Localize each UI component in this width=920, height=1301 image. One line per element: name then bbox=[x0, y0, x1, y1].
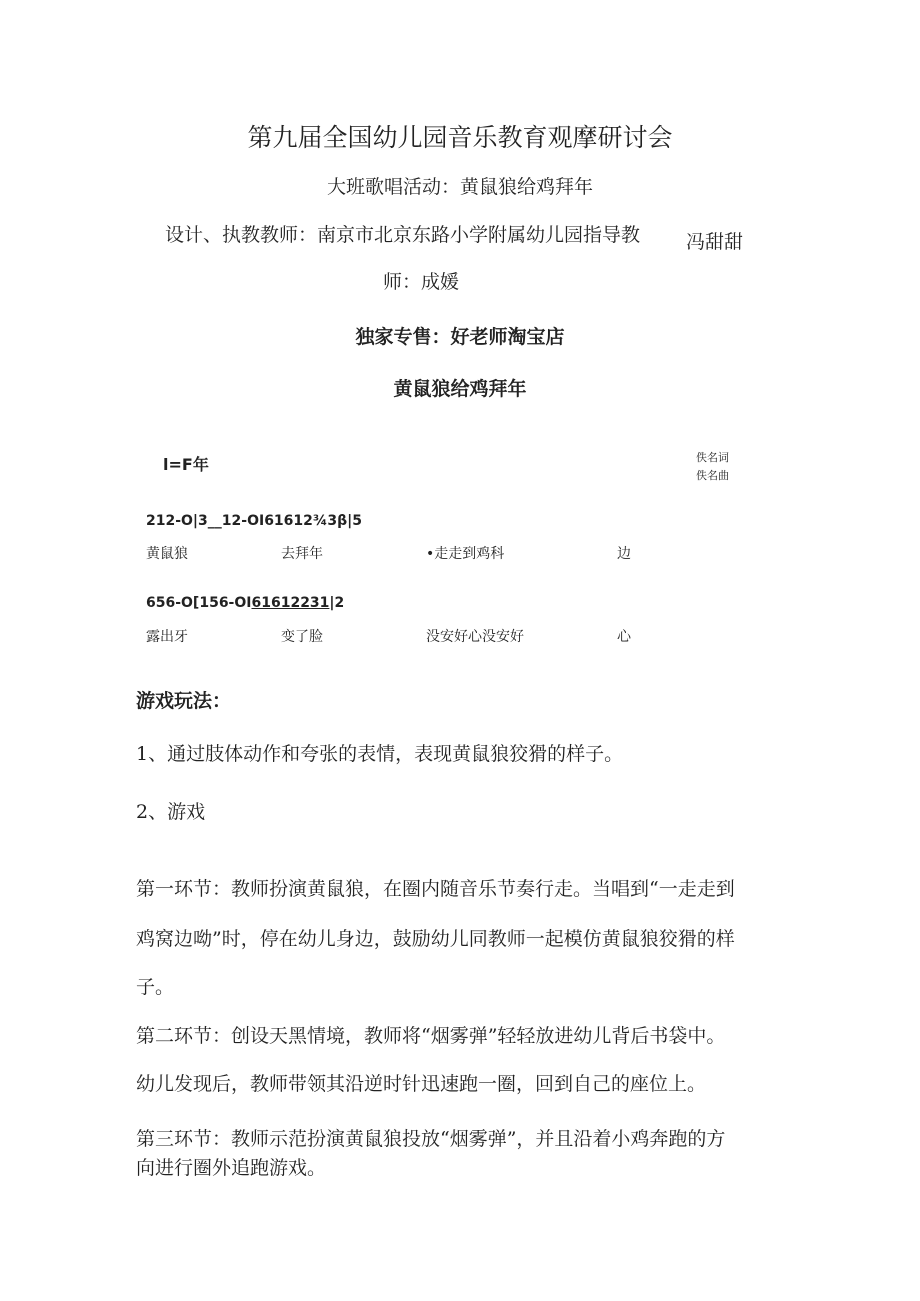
section-1-line-3: 子。 bbox=[136, 976, 175, 998]
section-1-line-1: 第一环节：教师扮演黄鼠狼，在圈内随音乐节奏行走。当唱到“一走走到 bbox=[136, 878, 735, 900]
notation-2-c: |2 bbox=[329, 595, 345, 611]
page-title: 第九届全国幼儿园音乐教育观摩研讨会 bbox=[247, 123, 673, 152]
lyric-1-b: 去拜年 bbox=[281, 546, 323, 562]
instructor-line: 师：成媛 bbox=[383, 271, 460, 293]
song-title: 黄鼠狼给鸡拜年 bbox=[393, 378, 527, 400]
lyric-1-a: 黄鼠狼 bbox=[146, 546, 188, 562]
game-item-1: 1、通过肢体动作和夸张的表情，表现黄鼠狼狡猾的样子。 bbox=[136, 743, 624, 765]
song-credits bbox=[696, 449, 729, 485]
lyric-2-c: 没安好心没安好 bbox=[426, 629, 524, 645]
designer-line: 设计、执教教师：南京市北京东路小学附属幼儿园指导教 bbox=[165, 224, 641, 246]
notation-line-2 bbox=[146, 595, 344, 611]
notation-2-a: 656-O[156-OI bbox=[146, 595, 252, 611]
section-3-line-1: 第三环节：教师示范扮演黄鼠狼投放“烟雾弹”，并且沿着小鸡奔跑的方 bbox=[136, 1128, 726, 1150]
song-key: l=F年 bbox=[163, 455, 209, 474]
designer-name: 冯甜甜 bbox=[686, 231, 744, 253]
game-item-2: 2、游戏 bbox=[136, 801, 206, 823]
lyric-1-c: •走走到鸡科 bbox=[426, 546, 505, 562]
lyric-1-d: 边 bbox=[617, 546, 631, 562]
section-2-line-1: 第二环节：创设天黑情境，教师将“烟雾弹”轻轻放进幼儿背后书袋中。 bbox=[136, 1025, 726, 1047]
exclusive-notice: 独家专售：好老师淘宝店 bbox=[355, 326, 565, 348]
activity-subtitle: 大班歌唱活动：黄鼠狼给鸡拜年 bbox=[326, 176, 593, 198]
notation-2-b: 61612231 bbox=[251, 595, 330, 611]
section-1-line-2: 鸡窝边呦”时，停在幼儿身边，鼓励幼儿同教师一起模仿黄鼠狼狡猾的样 bbox=[136, 928, 735, 950]
lyric-2-b: 变了脸 bbox=[281, 629, 323, 645]
lyricist-credit: 佚名词 bbox=[696, 451, 729, 464]
lyric-2-d: 心 bbox=[617, 629, 631, 645]
section-2-line-2: 幼儿发现后，教师带领其沿逆时针迅速跑一圈，回到自己的座位上。 bbox=[136, 1073, 707, 1095]
composer-credit: 佚名曲 bbox=[696, 469, 729, 482]
notation-line-1: 212-O|3__12-OI61612¾3β|5 bbox=[146, 513, 363, 529]
section-3-line-2: 向进行圈外追跑游戏。 bbox=[136, 1157, 327, 1179]
game-heading: 游戏玩法： bbox=[136, 690, 232, 712]
lyric-2-a: 露出牙 bbox=[146, 629, 188, 645]
